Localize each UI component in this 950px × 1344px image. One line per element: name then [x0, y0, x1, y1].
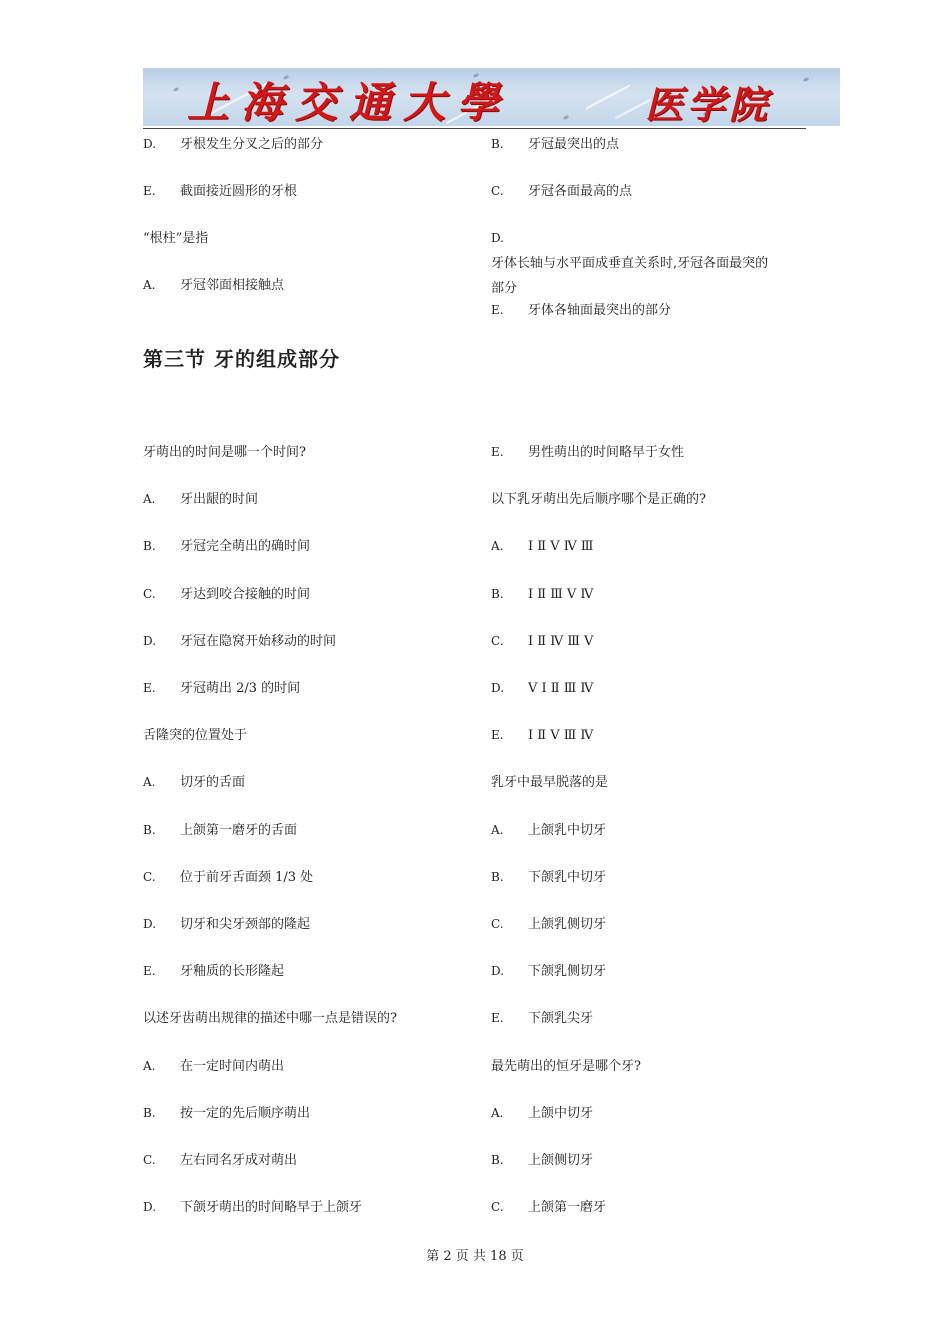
option-line [491, 959, 606, 984]
option-line [143, 770, 245, 795]
option-label: C. [491, 917, 504, 931]
option-line [491, 1148, 593, 1173]
question-text: 以下乳牙萌出先后顺序哪个是正确的? [491, 492, 706, 508]
option-line [143, 676, 300, 701]
option-text: 下颌乳中切牙 [528, 869, 607, 885]
option-text: 上颌第一磨牙的舌面 [180, 822, 298, 838]
option-line [143, 865, 313, 890]
option-text: 左右同名牙成对萌出 [180, 1153, 298, 1168]
option-line [143, 1148, 297, 1173]
option-label: B. [491, 586, 504, 601]
option-line [143, 534, 310, 559]
option-text: 切牙的舌面 [180, 775, 246, 791]
page-number: 第 2 页 共 18 页 [426, 1249, 524, 1264]
option-line [143, 582, 310, 607]
option-text: 牙冠完全萌出的确时间 [180, 539, 311, 555]
option-label: D. [143, 633, 157, 648]
question-line [143, 1006, 397, 1031]
option-line [491, 1195, 606, 1220]
question-line [491, 487, 706, 512]
option-label: B. [491, 869, 504, 884]
option-text: 牙冠在隐窝开始移动的时间 [180, 633, 337, 649]
option-line: E. 截面接近圆形的牙根 [143, 184, 298, 199]
option-label: D. [491, 681, 505, 695]
option-label: C. [143, 869, 156, 884]
option-line [491, 1006, 593, 1031]
option-line [491, 629, 593, 654]
option-label: B. [143, 539, 156, 554]
option-line [143, 818, 297, 843]
option-line [491, 676, 593, 701]
option-text: 牙冠萌出 2/3 的时间 [180, 681, 301, 696]
option-label: A. [143, 1058, 156, 1073]
option-text: 在一定时间内萌出 [180, 1058, 285, 1074]
option-label: E. [491, 445, 504, 459]
option-line: A. 牙冠邻面相接触点 [143, 278, 285, 293]
option-label: B. [143, 1105, 156, 1120]
option-label: D. [143, 1200, 157, 1215]
option-label: B. [143, 822, 156, 837]
option-line [491, 865, 606, 890]
option-text: Ⅴ Ⅰ Ⅱ Ⅲ Ⅳ [528, 681, 594, 696]
option-line [143, 912, 310, 937]
option-text: 上颌侧切牙 [528, 1153, 594, 1168]
banner-school-name: 医学院 [645, 82, 772, 126]
option-line [491, 818, 606, 843]
header-banner [143, 68, 840, 126]
option-text: 切牙和尖牙颈部的隆起 [180, 917, 311, 932]
option-text: 牙出龈的时间 [180, 492, 259, 508]
banner-university-name: 上海交通大學 [187, 78, 512, 126]
header-rule [143, 128, 806, 129]
option-text: 上颌第一磨牙 [528, 1200, 607, 1216]
question-line [491, 770, 608, 795]
question-line [143, 723, 247, 748]
option-line: E. 牙体各轴面最突出的部分 [491, 303, 672, 318]
question-line [143, 440, 306, 465]
option-text: Ⅰ Ⅱ Ⅴ Ⅲ Ⅳ [528, 728, 594, 744]
option-line [491, 723, 593, 748]
question-text: 最先萌出的恒牙是哪个牙? [491, 1058, 641, 1074]
option-label: A. [491, 1105, 504, 1120]
option-line [143, 1054, 284, 1079]
option-line [491, 582, 593, 607]
option-text: Ⅰ Ⅱ Ⅴ Ⅳ Ⅲ [528, 539, 594, 555]
option-text: 下颌乳侧切牙 [528, 964, 607, 980]
option-text: Ⅰ Ⅱ Ⅳ Ⅲ Ⅴ [528, 633, 594, 649]
option-text: 牙釉质的长形隆起 [180, 964, 285, 980]
option-text: 位于前牙舌面颈 1/3 处 [180, 869, 314, 885]
option-label: C. [491, 1200, 504, 1215]
option-line [491, 912, 606, 937]
option-label: C. [491, 633, 504, 648]
option-text: 下颌乳尖牙 [528, 1011, 594, 1027]
option-line [143, 959, 284, 984]
option-label: D. [491, 964, 505, 979]
question-line [491, 1054, 641, 1079]
option-line [491, 534, 593, 559]
option-line [143, 487, 258, 512]
option-label: E. [143, 964, 156, 979]
question-text: 乳牙中最早脱落的是 [491, 775, 609, 791]
option-line [491, 440, 684, 465]
option-label: D. [143, 917, 157, 931]
question-line: “根柱”是指 [143, 231, 209, 246]
option-label: A. [143, 775, 156, 790]
option-line: D. 牙根发生分叉之后的部分 [143, 137, 324, 152]
option-label: B. [491, 1153, 504, 1167]
option-text: 下颌牙萌出的时间略早于上颌牙 [180, 1200, 363, 1216]
option-label: C. [143, 1153, 156, 1167]
option-label: A. [491, 539, 504, 554]
option-label: E. [143, 681, 156, 695]
option-text: 牙达到咬合接触的时间 [180, 586, 311, 602]
option-text: 上颌乳中切牙 [528, 822, 607, 838]
question-text: 舌隆突的位置处于 [143, 728, 248, 744]
section-heading: 第三节 牙的组成部分 [143, 347, 340, 371]
question-text: 牙萌出的时间是哪一个时间? [143, 445, 306, 460]
option-text: 上颌中切牙 [528, 1105, 594, 1121]
option-line [491, 1101, 593, 1126]
option-text: 按一定的先后顺序萌出 [180, 1105, 311, 1121]
option-label: E. [491, 728, 504, 743]
option-line: B. 牙冠最突出的点 [491, 137, 620, 152]
option-label: C. [143, 586, 156, 601]
option-label: E. [491, 1011, 504, 1026]
option-line [143, 1195, 362, 1220]
option-line: C. 牙冠各面最高的点 [491, 184, 633, 199]
option-text: 男性萌出的时间略早于女性 [528, 445, 685, 460]
option-label: A. [143, 492, 156, 507]
question-text: 以述牙齿萌出规律的描述中哪一点是错误的? [143, 1011, 397, 1027]
option-text: 上颌乳侧切牙 [528, 917, 607, 932]
option-line [143, 1101, 310, 1126]
option-text: Ⅰ Ⅱ Ⅲ Ⅴ Ⅳ [528, 586, 594, 602]
option-label: A. [491, 822, 504, 837]
option-line: D.牙体长轴与水平面成垂直关系时,牙冠各面最突的部分 [491, 231, 769, 296]
option-line [143, 629, 336, 654]
